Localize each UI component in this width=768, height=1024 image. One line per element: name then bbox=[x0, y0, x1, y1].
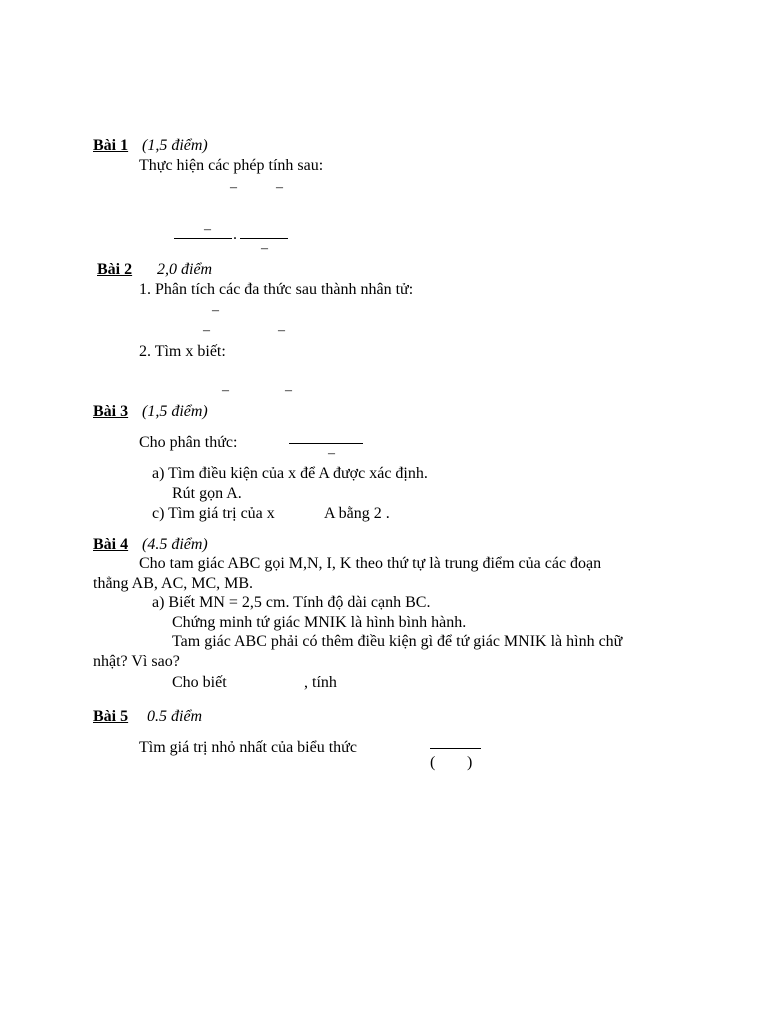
bai1-minus-3: – bbox=[204, 222, 211, 237]
bai3-question-a: a) Tìm điều kiện của x để A được xác định. bbox=[152, 465, 428, 482]
bai1-points: (1,5 điểm) bbox=[142, 137, 208, 154]
bai3-minus: – bbox=[328, 446, 335, 461]
bai4-question-d-left: Cho biết bbox=[172, 674, 227, 691]
bai4-question-d-right: , tính bbox=[304, 674, 337, 691]
bai4-line2: thẳng AB, AC, MC, MB. bbox=[93, 575, 254, 592]
bai5-paren-close: ) bbox=[467, 754, 473, 771]
bai1-minus-1: – bbox=[230, 180, 237, 195]
bai3-question-c-left: c) Tìm giá trị của x bbox=[152, 505, 275, 522]
bai4-heading: Bài 4 bbox=[93, 536, 129, 553]
bai2-part2: 2. Tìm x biết: bbox=[139, 343, 226, 360]
bai4-points: (4.5 điểm) bbox=[142, 536, 208, 553]
bai2-part1: 1. Phân tích các đa thức sau thành nhân tử: bbox=[139, 281, 414, 298]
bai4-question-c-line2: nhật? Vì sao? bbox=[93, 653, 180, 670]
bai4-question-b: Chứng minh tứ giác MNIK là hình bình hành. bbox=[172, 614, 467, 631]
bai2-minus-3: – bbox=[278, 323, 285, 338]
bai2-minus-1: – bbox=[212, 303, 219, 318]
bai1-multiply-dot: . bbox=[233, 226, 237, 243]
bai5-heading: Bài 5 bbox=[93, 708, 129, 725]
bai5-text: Tìm giá trị nhỏ nhất của biểu thức bbox=[139, 739, 357, 756]
bai1-minus-4: – bbox=[261, 241, 268, 256]
bai4-question-a: a) Biết MN = 2,5 cm. Tính độ dài cạnh BC. bbox=[152, 594, 431, 611]
bai3-intro: Cho phân thức: bbox=[139, 434, 238, 451]
bai3-fraction-bar bbox=[289, 443, 363, 444]
bai4-line1: Cho tam giác ABC gọi M,N, I, K theo thứ tự là trung điểm của các đoạn bbox=[139, 555, 602, 572]
bai3-question-c-right: A bằng 2 . bbox=[324, 505, 390, 522]
bai1-minus-2: – bbox=[276, 180, 283, 195]
bai3-points: (1,5 điểm) bbox=[142, 403, 208, 420]
bai2-heading: Bài 2 bbox=[97, 261, 133, 278]
bai4-question-c-line1: Tam giác ABC phải có thêm điều kiện gì để tứ giác MNIK là hình chữ bbox=[172, 633, 623, 650]
bai2-minus-4: – bbox=[222, 383, 229, 398]
bai3-heading: Bài 3 bbox=[93, 403, 129, 420]
bai2-minus-2: – bbox=[203, 323, 210, 338]
bai5-paren-open: ( bbox=[430, 754, 436, 771]
bai3-question-b: Rút gọn A. bbox=[172, 485, 242, 502]
bai5-fraction-bar bbox=[430, 748, 481, 749]
bai1-fraction-bar-1 bbox=[174, 238, 232, 239]
bai1-fraction-bar-2 bbox=[240, 238, 288, 239]
bai1-heading: Bài 1 bbox=[93, 137, 129, 154]
bai2-points: 2,0 điểm bbox=[157, 261, 213, 278]
bai5-points: 0.5 điểm bbox=[147, 708, 203, 725]
bai2-minus-5: – bbox=[285, 383, 292, 398]
bai1-instruction: Thực hiện các phép tính sau: bbox=[139, 157, 324, 174]
